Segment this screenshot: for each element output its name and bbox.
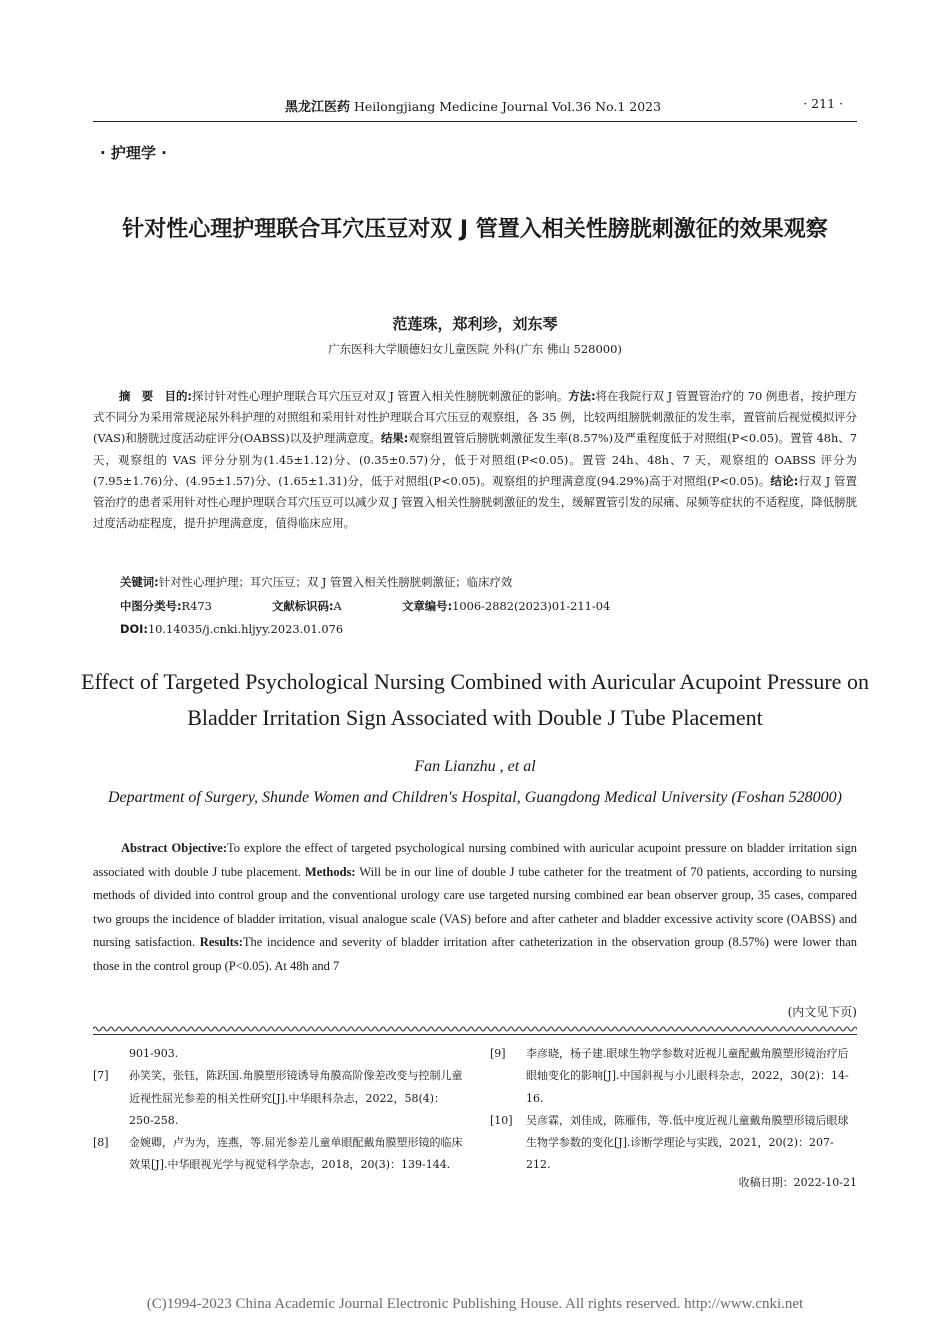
reference-number: [7] bbox=[93, 1069, 109, 1083]
received-date: 收稿日期：2022-10-21 bbox=[738, 1176, 857, 1189]
wavy-divider bbox=[93, 1024, 857, 1036]
journal-name-cn: 黑龙江医药 bbox=[285, 100, 351, 115]
page-number: · 211 · bbox=[803, 96, 843, 111]
title-cn: 针对性心理护理联合耳穴压豆对双 J 管置入相关性膀胱刺激征的效果观察 bbox=[122, 217, 828, 242]
authors-cn: 范莲珠，郑利珍，刘东琴 bbox=[392, 315, 558, 333]
abstract-en bbox=[93, 837, 857, 979]
reference-item bbox=[93, 1065, 469, 1132]
reference-number: [8] bbox=[93, 1136, 109, 1150]
doi-label: DOI: bbox=[120, 622, 148, 636]
keywords-line bbox=[120, 572, 512, 592]
keywords-text: 针对性心理护理；耳穴压豆；双 J 管置入相关性膀胱刺激征；临床疗效 bbox=[158, 575, 513, 589]
running-head bbox=[93, 96, 857, 118]
methods-en: Will be in our line of double J tube catheter for the treatment of 70 patients, according to nursing methods of divided into control group and the conventional urology care use targeted nursing combined ear bean observer group, 35 cases, compared two groups the incidence of bladder irritation, visual analogue scale (VAS) before and after catheter and bladder excessive activity score (OABSS) and nursing satisfaction. bbox=[93, 864, 858, 950]
copyright-watermark: (C)1994-2023 China Academic Journal Electronic Publishing House. All rights reserved. http://www.cnki.net bbox=[146, 1296, 804, 1312]
reference-item bbox=[490, 1110, 858, 1177]
reference-text: 901-903. bbox=[129, 1047, 179, 1060]
conclusion-cn: 行双 J 管置管治疗的患者采用针对性心理护理联合耳穴压豆可以减少双 J 管置入相关性膀胱刺激征的发生，缓解置管引发的尿痛、尿频等症状的不适程度，降低膀胱过度活动症程度，提升护理满意度，值得临床应用。 bbox=[93, 473, 857, 531]
reference-number: [10] bbox=[490, 1113, 513, 1127]
affiliation-en: Department of Surgery, Shunde Women and Children's Hospital, Guangdong Medical University (Foshan 528000) bbox=[107, 789, 842, 806]
objective-label-cn: 目的: bbox=[164, 389, 192, 403]
reference-text: 李彦晓，杨子建.眼球生物学参数对近视儿童配戴角膜塑形镜治疗后眼轴变化的影响[J].中国斜视与小儿眼科杂志，2022，30(2)：14-16. bbox=[526, 1047, 849, 1105]
keywords-label: 关键词: bbox=[120, 575, 159, 589]
references-right bbox=[490, 1043, 858, 1177]
doc-code-label: 文献标识码: bbox=[272, 599, 334, 613]
reference-item bbox=[93, 1132, 469, 1177]
reference-text: 金婉卿，卢为为，连燕，等.屈光参差儿童单眼配戴角膜塑形镜的临床效果[J].中华眼视光学与视觉科学杂志，2018，20(3)：139-144. bbox=[129, 1136, 463, 1172]
section-label: · 护理学 · bbox=[100, 144, 167, 162]
results-label-cn: 结果: bbox=[380, 431, 409, 446]
conclusion-label-cn: 结论: bbox=[770, 473, 799, 488]
clc-value: R473 bbox=[181, 599, 212, 613]
affiliation-cn: 广东医科大学顺德妇女儿童医院 外科(广东 佛山 528000) bbox=[328, 342, 622, 356]
results-cn: 观察组置管后膀胱刺激征发生率(8.57%)及严重程度低于对照组(P<0.05)。置管 48h、7 天，观察组的 VAS 评分分别为(1.45±1.12)分、(0.35±0.57)分，低于对照组(P<0.05)。置管 24h、48h、7 天，观察组的 OABSS 评分为(7.95±1.76)分、(4.95±1.57)分、(1.65±1.31)分，低于对照组(P<0.05)。观察组的护理满意度(94.29%)高于对照组(P<0.05)。 bbox=[93, 431, 857, 488]
methods-cn: 将在我院行双 J 管置管治疗的 70 例患者，按护理方式不同分为采用常规泌尿外科护理的对照组和采用针对性护理联合耳穴压豆的观察组，各 35 例，比较两组膀胱刺激征的发生率，置管前后视觉模拟评分(VAS)和膀胱过度活动症评分(OABSS)以及护理满意度。 bbox=[93, 389, 857, 446]
article-no-label: 文章编号: bbox=[402, 599, 453, 613]
doi-value: 10.14035/j.cnki.hljyy.2023.01.076 bbox=[147, 622, 344, 636]
reference-number: [9] bbox=[490, 1047, 506, 1060]
reference-item bbox=[93, 1043, 469, 1065]
results-label-en: Results: bbox=[199, 935, 243, 950]
abstract-en-label: Abstract Objective: bbox=[121, 841, 228, 855]
references-left bbox=[93, 1043, 469, 1177]
clc-label: 中图分类号: bbox=[120, 599, 182, 613]
results-en: The incidence and severity of bladder irritation after catheterization in the observation group (8.57%) were lower than those in the control group (P<0.05). At 48h and 7 bbox=[93, 935, 858, 973]
doi-line bbox=[120, 619, 343, 639]
classification-line bbox=[120, 596, 610, 616]
objective-cn: 探讨针对性心理护理联合耳穴压豆对双 J 管置入相关性膀胱刺激征的影响。 bbox=[191, 389, 569, 403]
methods-label-cn: 方法: bbox=[568, 389, 596, 403]
abstract-cn-label: 摘 要 bbox=[119, 389, 154, 403]
reference-item bbox=[490, 1043, 858, 1110]
objective-en: To explore the effect of targeted psychological nursing combined with auricular acupoint pressure on bladder irritation sign associated with double J tube placement. bbox=[93, 841, 857, 879]
header-rule bbox=[93, 121, 857, 122]
journal-name-en: Heilongjiang Medicine Journal Vol.36 No.1 2023 bbox=[354, 99, 662, 114]
reference-text: 孙笑笑，张钰，陈跃国.角膜塑形镜诱导角膜高阶像差改变与控制儿童近视性屈光参差的相关性研究[J].中华眼科杂志，2022，58(4)：250-258. bbox=[129, 1069, 463, 1127]
methods-label-en: Methods: bbox=[304, 864, 356, 879]
article-no-value: 1006-2882(2023)01-211-04 bbox=[452, 599, 611, 613]
title-en: Effect of Targeted Psychological Nursing Combined with Auricular Acupoint Pressure on Bladder Irritation Sign Associated with Double J Tube Placement bbox=[81, 669, 869, 730]
continued-note: (内文见下页) bbox=[787, 1005, 857, 1019]
authors-en: Fan Lianzhu , et al bbox=[414, 758, 536, 775]
running-head-journal bbox=[285, 96, 661, 115]
doc-code-value: A bbox=[333, 599, 342, 613]
abstract-cn bbox=[93, 386, 857, 534]
reference-text: 吴彦霖，刘佳成，陈雁伟，等.低中度近视儿童戴角膜塑形镜后眼球生物学参数的变化[J].诊断学理论与实践，2021，20(2)：207-212. bbox=[526, 1113, 849, 1172]
